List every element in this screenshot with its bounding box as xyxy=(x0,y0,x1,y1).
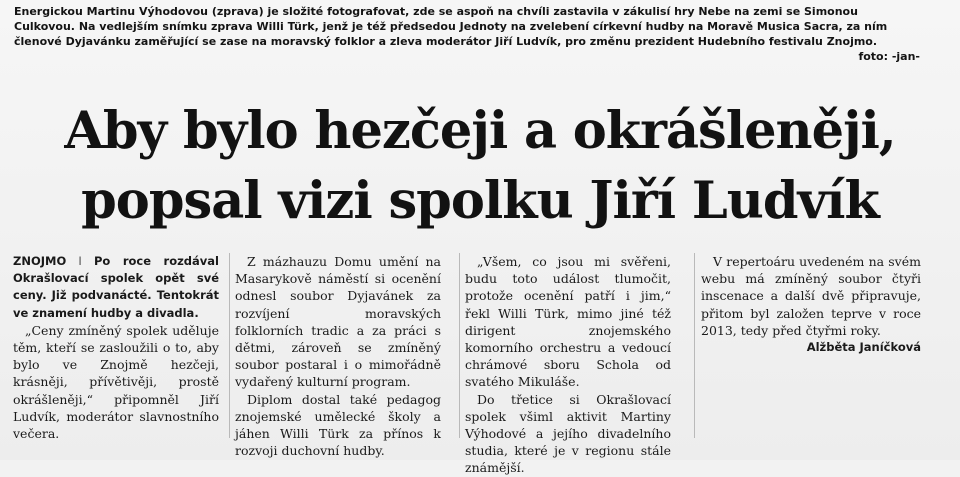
column-divider xyxy=(459,253,460,438)
article-paragraph: V repertoáru uvedeném na svém webu má zmíněný soubor čtyři inscenace a další dvě připravuje, přitom byl založen teprve v roce 2013, tedy před čtyřmi roky. xyxy=(701,254,921,338)
article-paragraph: Do třetice si Okrašlovací spolek všiml aktivit Martiny Výhodové a jejího divadelního studia, které je v regionu stále známější. xyxy=(465,391,671,476)
article-body xyxy=(13,253,925,476)
dateline: ZNOJMO xyxy=(13,254,67,268)
column-divider xyxy=(229,253,230,438)
headline-line-1: Aby bylo hezčeji a okrášleněji, xyxy=(64,101,896,161)
photo-caption xyxy=(14,4,920,64)
photo-credit: foto: -jan- xyxy=(858,50,920,63)
dateline-separator: I xyxy=(66,254,94,268)
article-author: Alžběta Janíčková xyxy=(806,340,921,355)
article-paragraph: Diplom dostal také pedagog znojemské umělecké školy a jáhen Willi Türk za přínos k rozvoji duchovní hudby. xyxy=(235,391,441,459)
headline-line-2: popsal vizi spolku Jiří Ludvík xyxy=(81,171,879,231)
article-column-2 xyxy=(235,253,441,459)
caption-text: Energickou Martinu Výhodovou (zprava) je složité fotografovat, zde se aspoň na chvíli zastavila v zákulisí hry Nebe na zemi se Simonou Culkovou. Na vedlejším snímku zprava Willi Türk, jenž je též předsedou Jednoty na zvelebení církevní hudby na Moravě Musica Sacra, za ním členové Dyjavánku zaměřující se zase na moravský folklor a zleva moderátor Jiří Ludvík, pro změnu prezident Hudebního festivalu Znojmo. xyxy=(14,5,888,48)
article-paragraph: „Ceny zmíněný spolek uděluje těm, kteří se zasloužili o to, aby bylo ve Znojmě hezčeji, krásněji, přívětivěji, prostě okrášleněji,“ připomněl Jiří Ludvík, moderátor slavnostního večera. xyxy=(13,322,219,442)
article-column-4 xyxy=(701,253,921,356)
lead-text: Po roce rozdával Okrašlovací spolek opět své ceny. Již podvanácté. Tentokrát ve znamení hudby a divadla. xyxy=(13,254,219,320)
article-paragraph: Z mázhauzu Domu umění na Masarykově náměstí si ocenění odnesl soubor Dyjavánek za rozvíjení moravských folklorních tradic a za práci s dětmi, zároveň se zmíněný soubor postaral i o mimořádně vydařený kulturní program. xyxy=(235,254,441,390)
article-column-1 xyxy=(13,253,219,442)
column-divider xyxy=(694,253,695,438)
article-paragraph: „Všem, co jsou mi svěřeni, budu toto událost tlumočit, protože ocenění patří i jim,“ řekl Willi Türk, mimo jiné též dirigent znojemského komorního orchestru a vedoucí chrámové sboru Schola od svatého Mikuláše. xyxy=(465,254,671,390)
article-lead xyxy=(13,253,219,322)
article-column-3 xyxy=(465,253,671,477)
article-headline xyxy=(0,96,960,236)
